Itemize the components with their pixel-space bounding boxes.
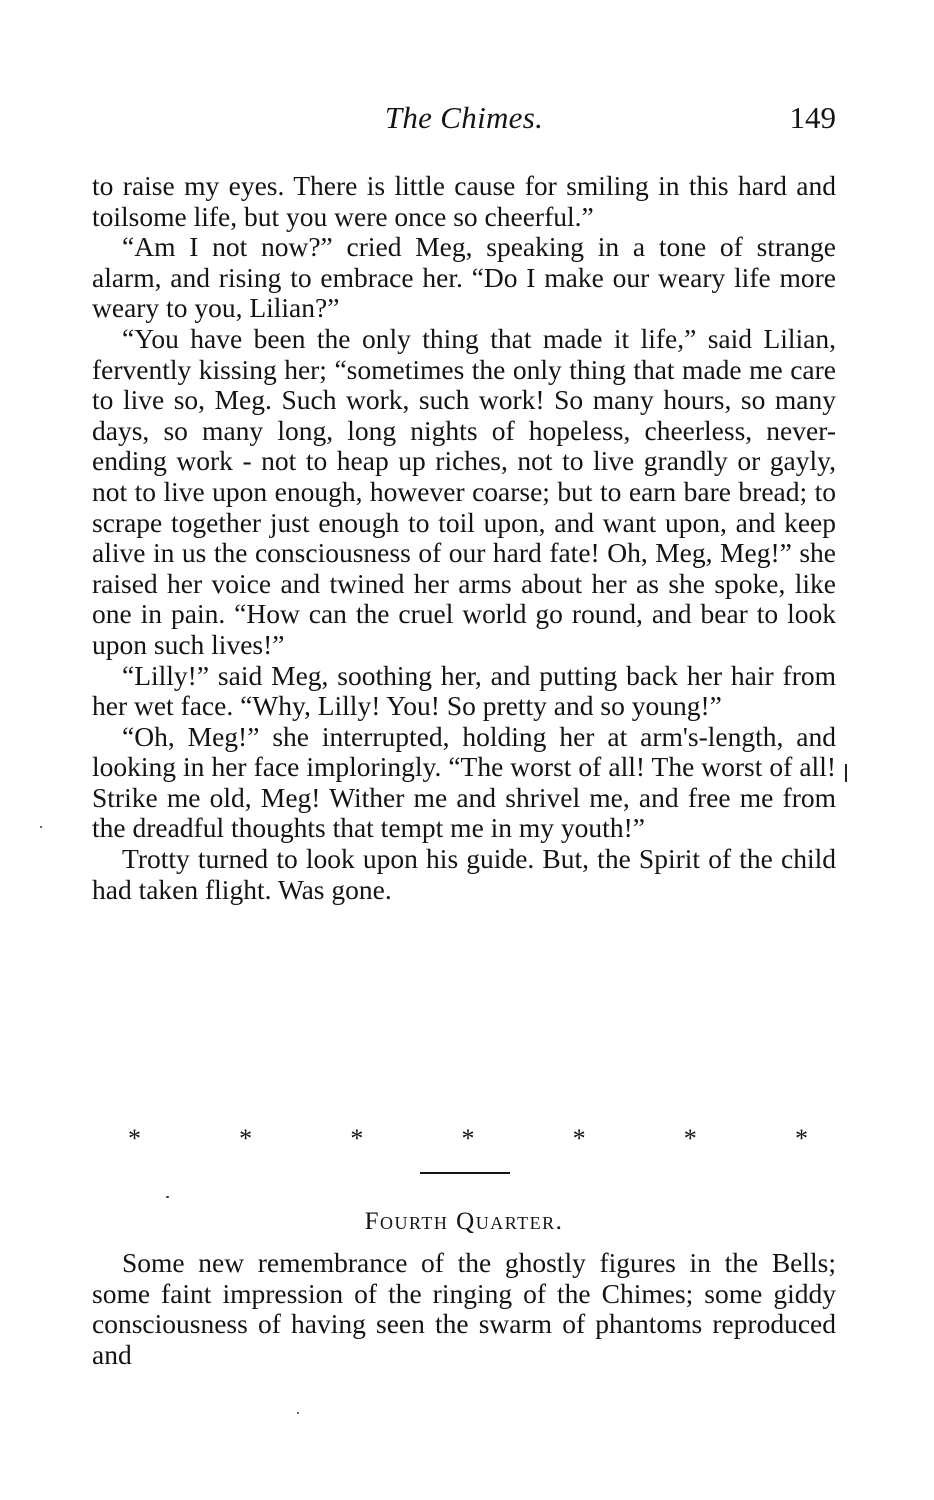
asterisk: * [239,1124,253,1153]
asterisk: * [572,1124,586,1153]
asterisk: * [128,1124,141,1153]
paragraph: “Lilly!” said Meg, soothing her, and putting back her hair from her wet face. “Why, Lilly! You! So pretty and so young!” [92,659,836,722]
paragraph: Some new remembrance of the ghostly figures in the Bells; some faint impression of the ringing of the Chimes; some giddy consciousness of having seen the swarm of phantoms reproduced and [92,1247,836,1370]
paragraph: Trotty turned to look upon his guide. But, the Spirit of the child had taken flight. Was gone. [92,843,836,905]
section-rule [420,1172,510,1174]
asterisk: * [350,1124,364,1153]
asterisk: * [794,1124,808,1153]
page-number: 149 [789,100,836,135]
paragraph: “Oh, Meg!” she interrupted, holding her at arm's-length, and looking in her face imploringly. “The worst of all! The worst of all! Strike me old, Meg! Wither me and shrivel me, and free me from the dreadful thoughts that tempt me in my youth!” [92,720,836,844]
asterisk: * [683,1124,697,1153]
paragraph: “You have been the only thing that made it life,” said Lilian, fervently kissing her; “sometimes the only thing that made me care to live so, Meg. Such work, such work! So many hours, so many days, so many long, long nights of hopeless, cheerless, never-ending work - not to heap up riches, not to live grandly or gayly, not to live upon enough, however coarse; but to earn bare bread; to scrape together just enough to toil upon, and want upon, and keep alive in us the consciousness of our hard fate! Oh, Meg, Meg!” she raised her voice and twined her arms about her as she spoke, like one in pain. “How can the cruel world go round, and bear to look upon such lives!” [92,322,836,660]
section-break-asterisks [128,1126,808,1152]
page-header [92,100,836,140]
ink-speck [40,826,42,828]
paragraph: to raise my eyes. There is little cause for smiling in this hard and toilsome life, but you were once so cheerful.” [92,170,836,232]
ink-speck [297,1412,299,1414]
section-heading: Fourth Quarter. [364,1208,564,1235]
margin-mark [845,764,847,782]
body-text-bottom [92,1248,836,1370]
body-text-top [92,171,836,905]
paragraph: “Am I not now?” cried Meg, speaking in a tone of strange alarm, and rising to embrace her. “Do I make our weary life more weary to you, Lilian?” [92,231,836,324]
running-title: The Chimes. [384,100,544,135]
ink-speck [166,1196,169,1198]
asterisk: * [461,1124,475,1153]
